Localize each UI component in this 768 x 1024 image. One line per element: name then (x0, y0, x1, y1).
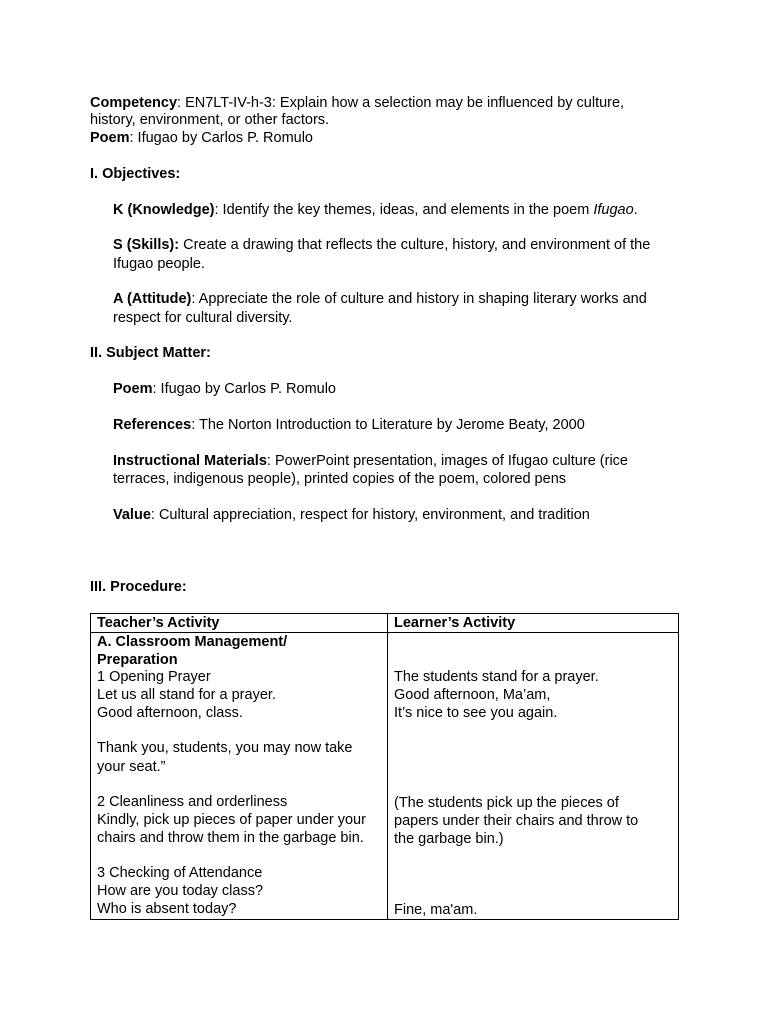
attitude-objective-2: respect for cultural diversity. (113, 310, 293, 326)
subject-poem-text: : Ifugao by Carlos P. Romulo (152, 381, 336, 397)
skills-objective-2: Ifugao people. (113, 256, 205, 272)
greeting-line: Good afternoon, class. (97, 705, 243, 721)
references (113, 416, 585, 434)
knowledge-poem-title: Ifugao (593, 202, 634, 218)
subject-poem-label: Poem (113, 381, 153, 397)
procedure-heading: III. Procedure: (90, 579, 187, 595)
attendance-title: 3 Checking of Attendance (97, 865, 263, 881)
seat-line-2: your seat.” (97, 759, 166, 775)
seat-line: Thank you, students, you may now take (97, 740, 353, 756)
references-text: : The Norton Introduction to Literature by Jerome Beaty, 2000 (191, 417, 585, 433)
learner-attendance-line: Fine, ma'am. (394, 902, 478, 918)
section-title: A. Classroom Management/ (97, 634, 288, 650)
knowledge-text: : Identify the key themes, ideas, and elements in the poem (214, 202, 594, 218)
poem-line (90, 129, 313, 147)
learner-cleanliness-line-3: the garbage bin.) (394, 831, 504, 847)
column-header-learner: Learner’s Activity (388, 614, 679, 633)
competency-text: : EN7LT-IV-h-3: Explain how a selection may be influenced by culture, (177, 95, 625, 111)
competency-line-2: history, environment, or other factors. (90, 112, 330, 128)
attendance-line-2: Who is absent today? (97, 901, 237, 917)
value-label: Value (113, 507, 151, 523)
competency-label: Competency (90, 95, 178, 111)
instructional-materials-2: terraces, indigenous people), printed copies of the poem, colored pens (113, 471, 567, 487)
column-header-teacher: Teacher’s Activity (91, 614, 388, 633)
skills-text: Create a drawing that reflects the culture, history, and environment of the (179, 237, 651, 253)
skills-label: S (Skills): (113, 237, 180, 253)
teacher-activity-cell (91, 633, 388, 920)
learner-cleanliness-line-2: papers under their chairs and throw to (394, 813, 639, 829)
learner-prayer-line: The students stand for a prayer. (394, 669, 599, 685)
learner-greeting-line: Good afternoon, Ma’am, (394, 687, 551, 703)
attitude-objective (113, 290, 647, 308)
knowledge-end: . (633, 202, 638, 218)
subject-poem (113, 380, 336, 398)
value-text: : Cultural appreciation, respect for history, environment, and tradition (150, 507, 590, 523)
section-title-2: Preparation (97, 652, 178, 668)
materials-label: Instructional Materials (113, 453, 267, 469)
skills-objective (113, 236, 650, 254)
attitude-text: : Appreciate the role of culture and history in shaping literary works and (191, 291, 647, 307)
learner-greeting-line-2: It’s nice to see you again. (394, 705, 558, 721)
references-label: References (113, 417, 192, 433)
materials-text: : PowerPoint presentation, images of Ifugao culture (rice (266, 453, 628, 469)
table-row (91, 633, 679, 920)
procedure-table (90, 613, 679, 920)
subject-matter-heading: II. Subject Matter: (90, 345, 211, 361)
table-header-row (91, 614, 679, 633)
poem-text: : Ifugao by Carlos P. Romulo (129, 130, 313, 146)
cleanliness-line-2: chairs and throw them in the garbage bin. (97, 830, 364, 846)
objectives-heading: I. Objectives: (90, 166, 181, 182)
attendance-line: How are you today class? (97, 883, 264, 899)
prayer-line: Let us all stand for a prayer. (97, 687, 276, 703)
competency-line (90, 94, 624, 112)
learner-activity-cell (388, 633, 679, 920)
prayer-title: 1 Opening Prayer (97, 669, 211, 685)
cleanliness-line: Kindly, pick up pieces of paper under your (97, 812, 366, 828)
attitude-label: A (Attitude) (113, 291, 192, 307)
cleanliness-title: 2 Cleanliness and orderliness (97, 794, 288, 810)
learner-cleanliness-line: (The students pick up the pieces of (394, 795, 619, 811)
knowledge-objective (113, 201, 638, 219)
poem-label: Poem (90, 130, 130, 146)
instructional-materials (113, 452, 628, 470)
knowledge-label: K (Knowledge) (113, 202, 215, 218)
value (113, 506, 590, 524)
